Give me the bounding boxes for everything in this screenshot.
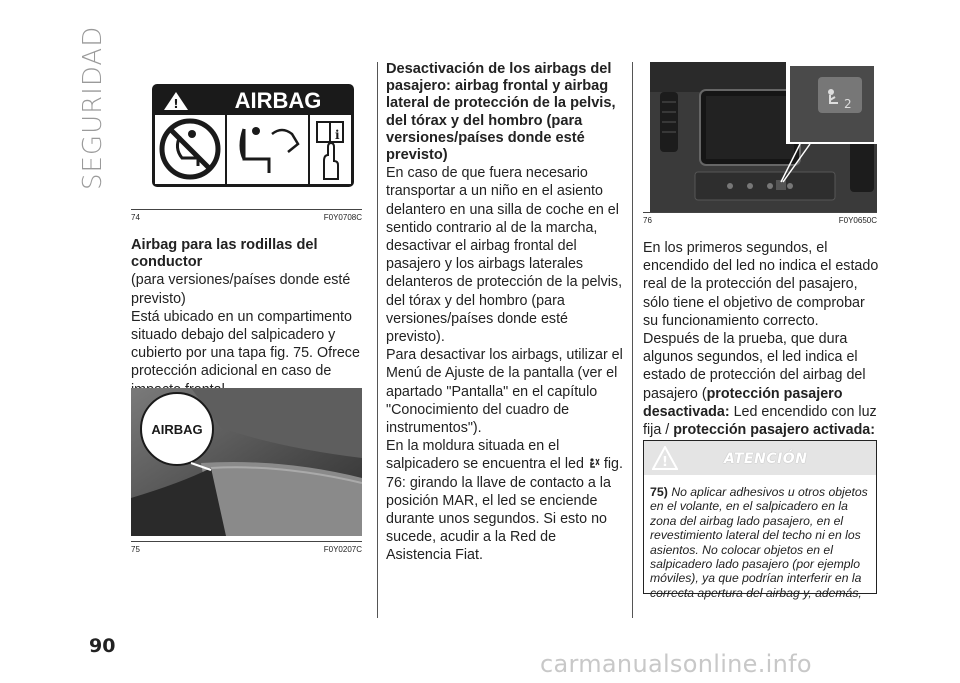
figure-number: 74 bbox=[131, 213, 140, 222]
figure-code: F0Y0650C bbox=[838, 216, 877, 225]
figure-76-caption bbox=[643, 212, 877, 225]
paragraph-led-check: En la moldura situada en el salpicadero se encuentra el led fig. 76: girando la llave de contacto a la posición MAR, el led se enciende durante unos segundos. Si esto no sucede, acudir a la Red de Asistencia Fiat. bbox=[386, 438, 623, 564]
heading-passenger-airbag-deactivation: Desactivación de los airbags del pasajero: airbag frontal y airbag lateral de protección de la pelvis, del tórax y del hombro (para versiones/países donde esté previsto) bbox=[386, 61, 616, 164]
fig75-label-text: AIRBAG bbox=[151, 422, 203, 437]
heading-knee-airbag: Airbag para las rodillas del conductor bbox=[131, 237, 318, 271]
airbag-off-led-icon bbox=[588, 456, 600, 468]
warning-header bbox=[644, 441, 876, 475]
figure-74-caption bbox=[131, 209, 362, 222]
paragraph-availability: (para versiones/países donde esté previsto) bbox=[131, 272, 351, 307]
fig74-label-text: AIRBAG bbox=[234, 88, 322, 113]
paragraph-led-status: En los primeros segundos, el encendido del led no indica el estado real de la protección del pasajero, sólo tiene el objetivo de comprobar su funcionamiento correcto. Después de la prueba, que dura algunos segundos, el led indica el estado de protección del airbag del pasajero (protección pasajero desactivada: Led encendido con luz fija / protección pasajero activada: bbox=[643, 240, 879, 439]
warning-triangle-icon bbox=[652, 446, 678, 475]
warning-box bbox=[643, 440, 877, 600]
figure-code: F0Y0708C bbox=[323, 213, 362, 222]
section-title bbox=[78, 25, 114, 190]
paragraph-how-to-deactivate: Para desactivar los airbags, utilizar el Menú de Ajuste de la pantalla (ver el apartado "Pantalla" en el capítulo "Conocimiento del cuadro de instrumentos"). bbox=[386, 347, 623, 437]
svg-text:i: i bbox=[335, 128, 340, 142]
section-title-text: SEGURIDAD bbox=[78, 25, 108, 190]
paragraph-when-to-deactivate: En caso de que fuera necesario transportar a un niño en el asiento delantero en una silla de coche en el sentido contrario al de la marcha, desactivar el airbag frontal del pasajero y los airbags laterales delanteros de protección de la pelvis, del tórax y del hombro (para versiones/países donde esté previsto). bbox=[386, 165, 623, 346]
figure-number: 75 bbox=[131, 545, 140, 554]
page-number: 90 bbox=[89, 635, 116, 657]
column-divider-1 bbox=[377, 62, 378, 618]
paragraph-knee-airbag-description: Está ubicado en un compartimento situado debajo del salpicadero y cubierto por una tapa fig. 75. Ofrece protección adicional en caso de bbox=[131, 308, 360, 380]
warning-title: ATENCIÓN bbox=[724, 451, 808, 467]
figure-74-airbag-label bbox=[152, 84, 354, 187]
figure-number: 76 bbox=[643, 216, 652, 225]
column-1 bbox=[131, 237, 366, 399]
warning-text: 75) No aplicar adhesivos u otros objetos en el volante, en el salpicadero en la zona del airbag lado pasajero, en el revestimiento lateral del techo ni en los asientos. No colocar objetos en el salpicadero lado pasajero (por ejemplo móviles), ya que podrían interferir en la correcta apertura del airbag y, además, bbox=[650, 485, 868, 600]
column-divider-2 bbox=[632, 62, 633, 618]
column-2 bbox=[386, 61, 624, 565]
svg-text:2: 2 bbox=[844, 97, 852, 111]
svg-text:!: ! bbox=[173, 97, 179, 111]
watermark: carmanualsonline.info bbox=[540, 650, 812, 678]
figure-75-caption bbox=[131, 541, 362, 554]
column-3 bbox=[643, 239, 879, 457]
warning-number: 75) bbox=[650, 485, 668, 499]
figure-76-dashboard-photo bbox=[650, 62, 877, 212]
svg-text:!: ! bbox=[662, 455, 668, 470]
figure-75-knee-airbag-photo bbox=[131, 388, 362, 536]
figure-code: F0Y0207C bbox=[323, 545, 362, 554]
